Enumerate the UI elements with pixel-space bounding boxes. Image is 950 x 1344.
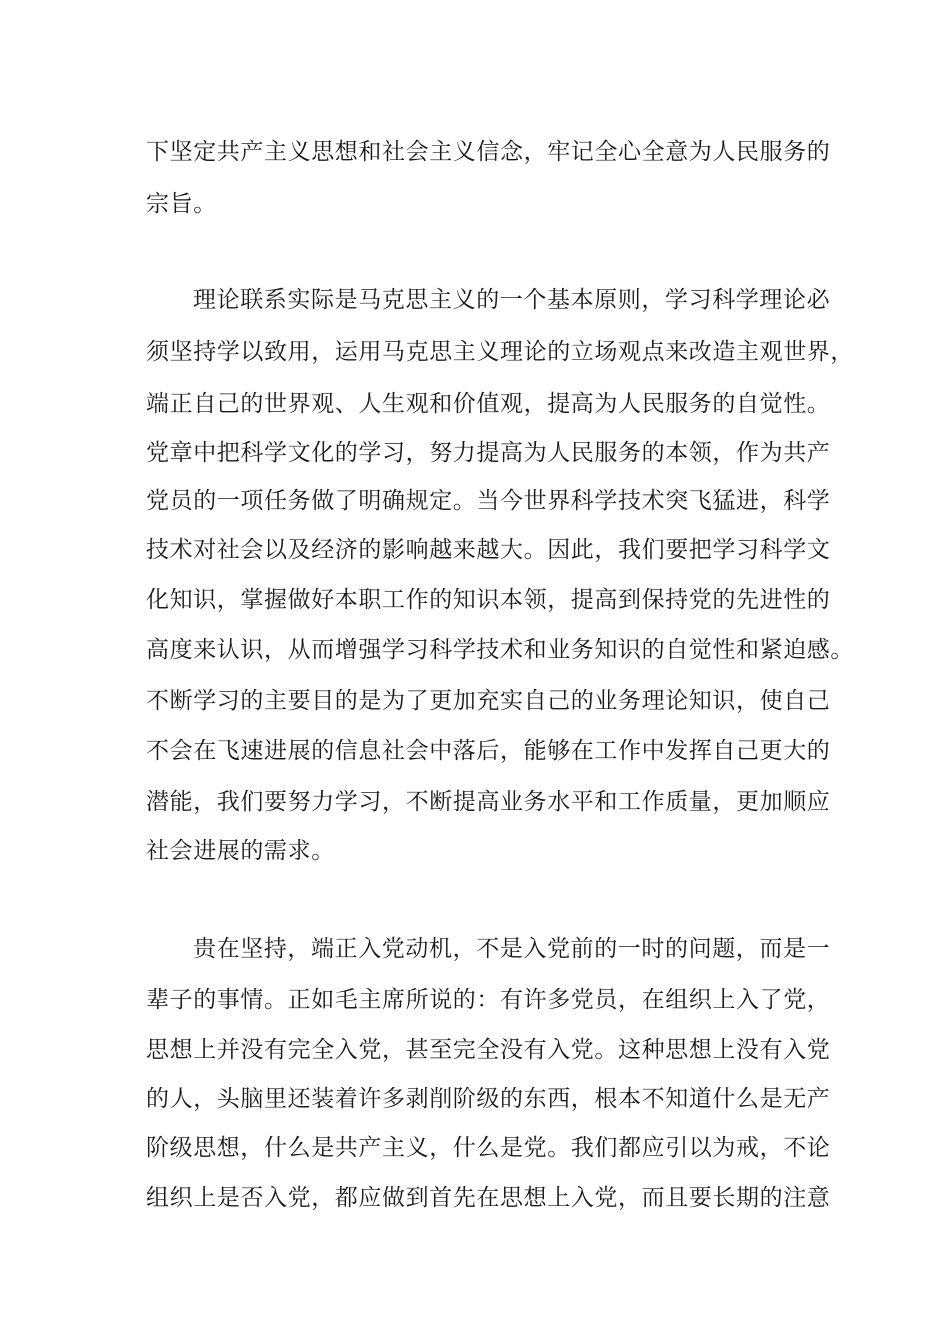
paragraph-2-line-1: 理论联系实际是马克思主义的一个基本原则，学习科学理论必 <box>193 287 831 313</box>
paragraph-3-line-3: 思想上并没有完全入党，甚至完全没有入党。这种思想上没有入党 <box>146 1037 831 1063</box>
paragraph-2-line-10: 不会在飞速进展的信息社会中落后，能够在工作中发挥自己更大的 <box>146 738 831 764</box>
paragraph-3-line-6: 组织上是否入党，都应做到首先在思想上入党，而且要长期的注意 <box>146 1185 831 1211</box>
paragraph-1-line-1: 下坚定共产主义思想和社会主义信念，牢记全心全意为人民服务的 <box>146 139 831 165</box>
paragraph-3-line-4: 的人，头脑里还装着许多剥削阶级的东西，根本不知道什么是无产 <box>146 1086 831 1112</box>
paragraph-1-line-2: 宗旨。 <box>146 191 217 217</box>
paragraph-2-line-8: 高度来认识，从而增强学习科学技术和业务知识的自觉性和紧迫感。 <box>146 637 854 663</box>
paragraph-2-line-9: 不断学习的主要目的是为了更加充实自己的业务理论知识，使自己 <box>146 688 831 714</box>
paragraph-3-line-5: 阶级思想，什么是共产主义，什么是党。我们都应引以为戒，不论 <box>146 1135 831 1161</box>
paragraph-3-line-1: 贵在坚持，端正入党动机，不是入党前的一时的问题，而是一 <box>193 936 831 962</box>
paragraph-2-line-6: 技术对社会以及经济的影响越来越大。因此，我们要把学习科学文 <box>146 537 831 563</box>
paragraph-2-line-12: 社会进展的需求。 <box>146 838 335 864</box>
paragraph-2-line-11: 潜能，我们要努力学习，不断提高业务水平和工作质量，更加顺应 <box>146 789 831 815</box>
paragraph-2-line-5: 党员的一项任务做了明确规定。当今世界科学技术突飞猛进，科学 <box>146 488 831 514</box>
paragraph-2-line-2: 须坚持学以致用，运用马克思主义理论的立场观点来改造主观世界， <box>146 339 854 365</box>
paragraph-2-line-7: 化知识，掌握做好本职工作的知识本领，提高到保持党的先进性的 <box>146 587 831 613</box>
paragraph-2-line-3: 端正自己的世界观、人生观和价值观，提高为人民服务的自觉性。 <box>146 391 831 417</box>
paragraph-3-line-2: 辈子的事情。正如毛主席所说的：有许多党员，在组织上入了党， <box>146 987 831 1013</box>
paragraph-2-line-4: 党章中把科学文化的学习，努力提高为人民服务的本领，作为共产 <box>146 440 831 466</box>
